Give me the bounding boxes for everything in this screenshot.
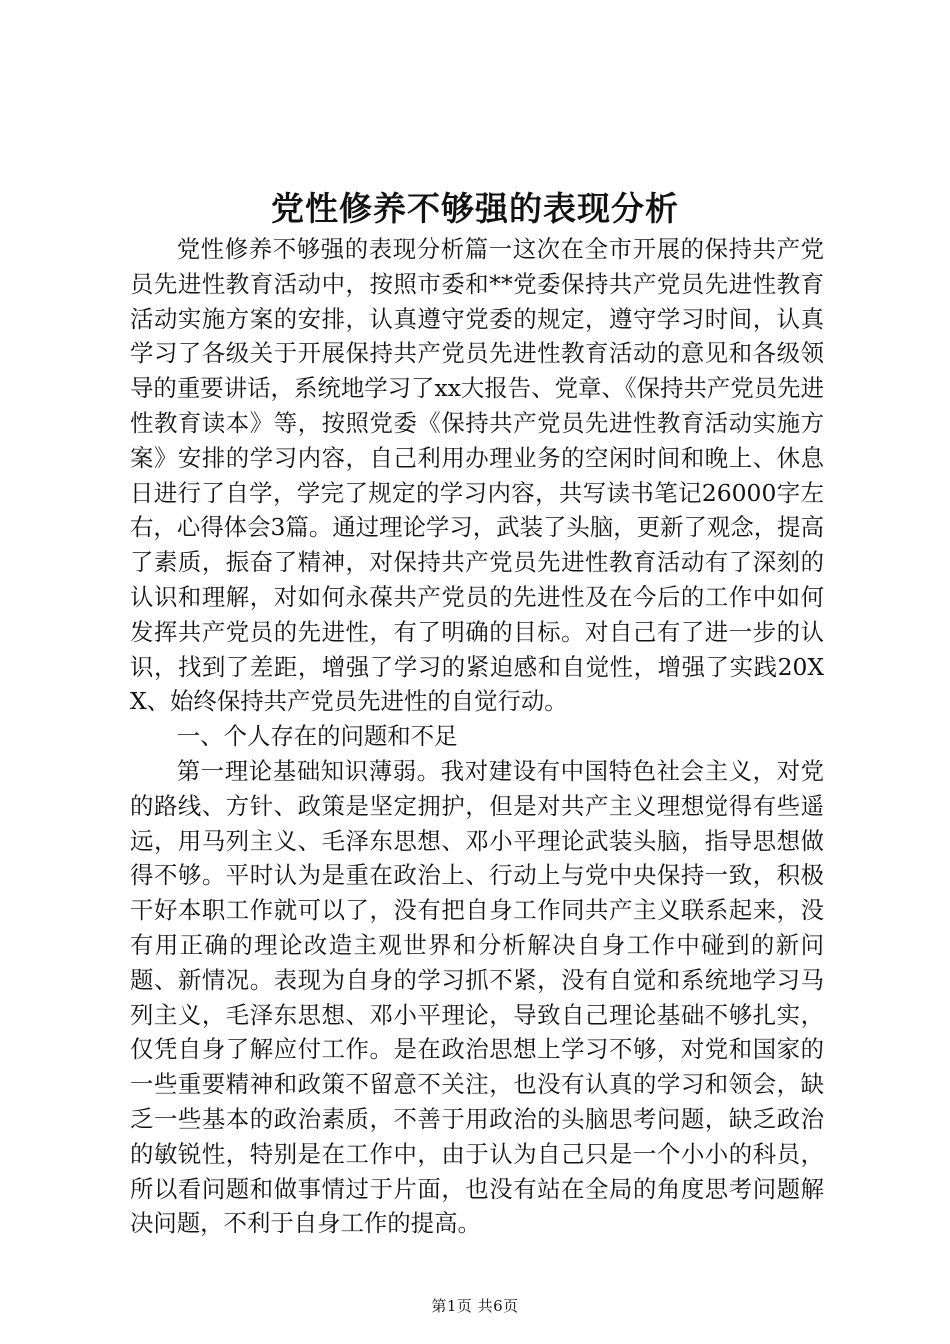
paragraph-intro: 党性修养不够强的表现分析篇一这次在全市开展的保持共产党员先进性教育活动中，按照市委和**党委保持共产党员先进性教育活动实施方案的安排，认真遵守党委的规定，遵守学习时间，认真学习了各级关于开展保持共产党员先进性教育活动的意见和各级领导的重要讲话，系统地学习了xx大报告、党章、《保持共产党员先进性教育读本》等，按照党委《保持共产党员先进性教育活动实施方案》安排的学习内容，自己利用办理业务的空闲时间和晚上、休息日进行了自学，学完了规定的学习内容，共写读书笔记26000字左右，心得体会3篇。通过理论学习，武装了头脑，更新了观念，提高了素质，振奋了精神，对保持共产党员先进性教育活动有了深刻的认识和理解，对如何永葆共产党员的先进性及在今后的工作中如何发挥共产党员的先进性，有了明确的目标。对自己有了进一步的认识，找到了差距，增强了学习的紧迫感和自觉性，增强了实践20XX、始终保持共产党员先进性的自觉行动。 <box>130 235 824 716</box>
page-number-footer: 第1页 共6页 <box>431 1297 519 1315</box>
document-title: 党性修养不够强的表现分析 <box>271 189 679 228</box>
document-body <box>130 232 824 1241</box>
section-heading: 一、个人存在的问题和不足 <box>176 722 458 751</box>
paragraph-problem-1: 第一理论基础知识薄弱。我对建设有中国特色社会主义，对党的路线、方针、政策是坚定拥护，但是对共产主义理想觉得有些遥远，用马列主义、毛泽东思想、邓小平理论武装头脑，指导思想做得不够。平时认为是重在政治上、行动上与党中央保持一致，积极干好本职工作就可以了，没有把自身工作同共产主义联系起来，没有用正确的理论改造主观世界和分析解决自身工作中碰到的新问题、新情况。表现为自身的学习抓不紧，没有自觉和系统地学习马列主义，毛泽东思想、邓小平理论，导致自己理论基础不够扎实，仅凭自身了解应付工作。是在政治思想上学习不够，对党和国家的一些重要精神和政策不留意不关注，也没有认真的学习和领会，缺乏一些基本的政治素质，不善于用政治的头脑思考问题，缺乏政治的敏锐性，特别是在工作中，由于认为自己只是一个小小的科员，所以看问题和做事情过于片面，也没有站在全局的角度思考问题解决问题，不利于自身工作的提高。 <box>130 756 824 1238</box>
